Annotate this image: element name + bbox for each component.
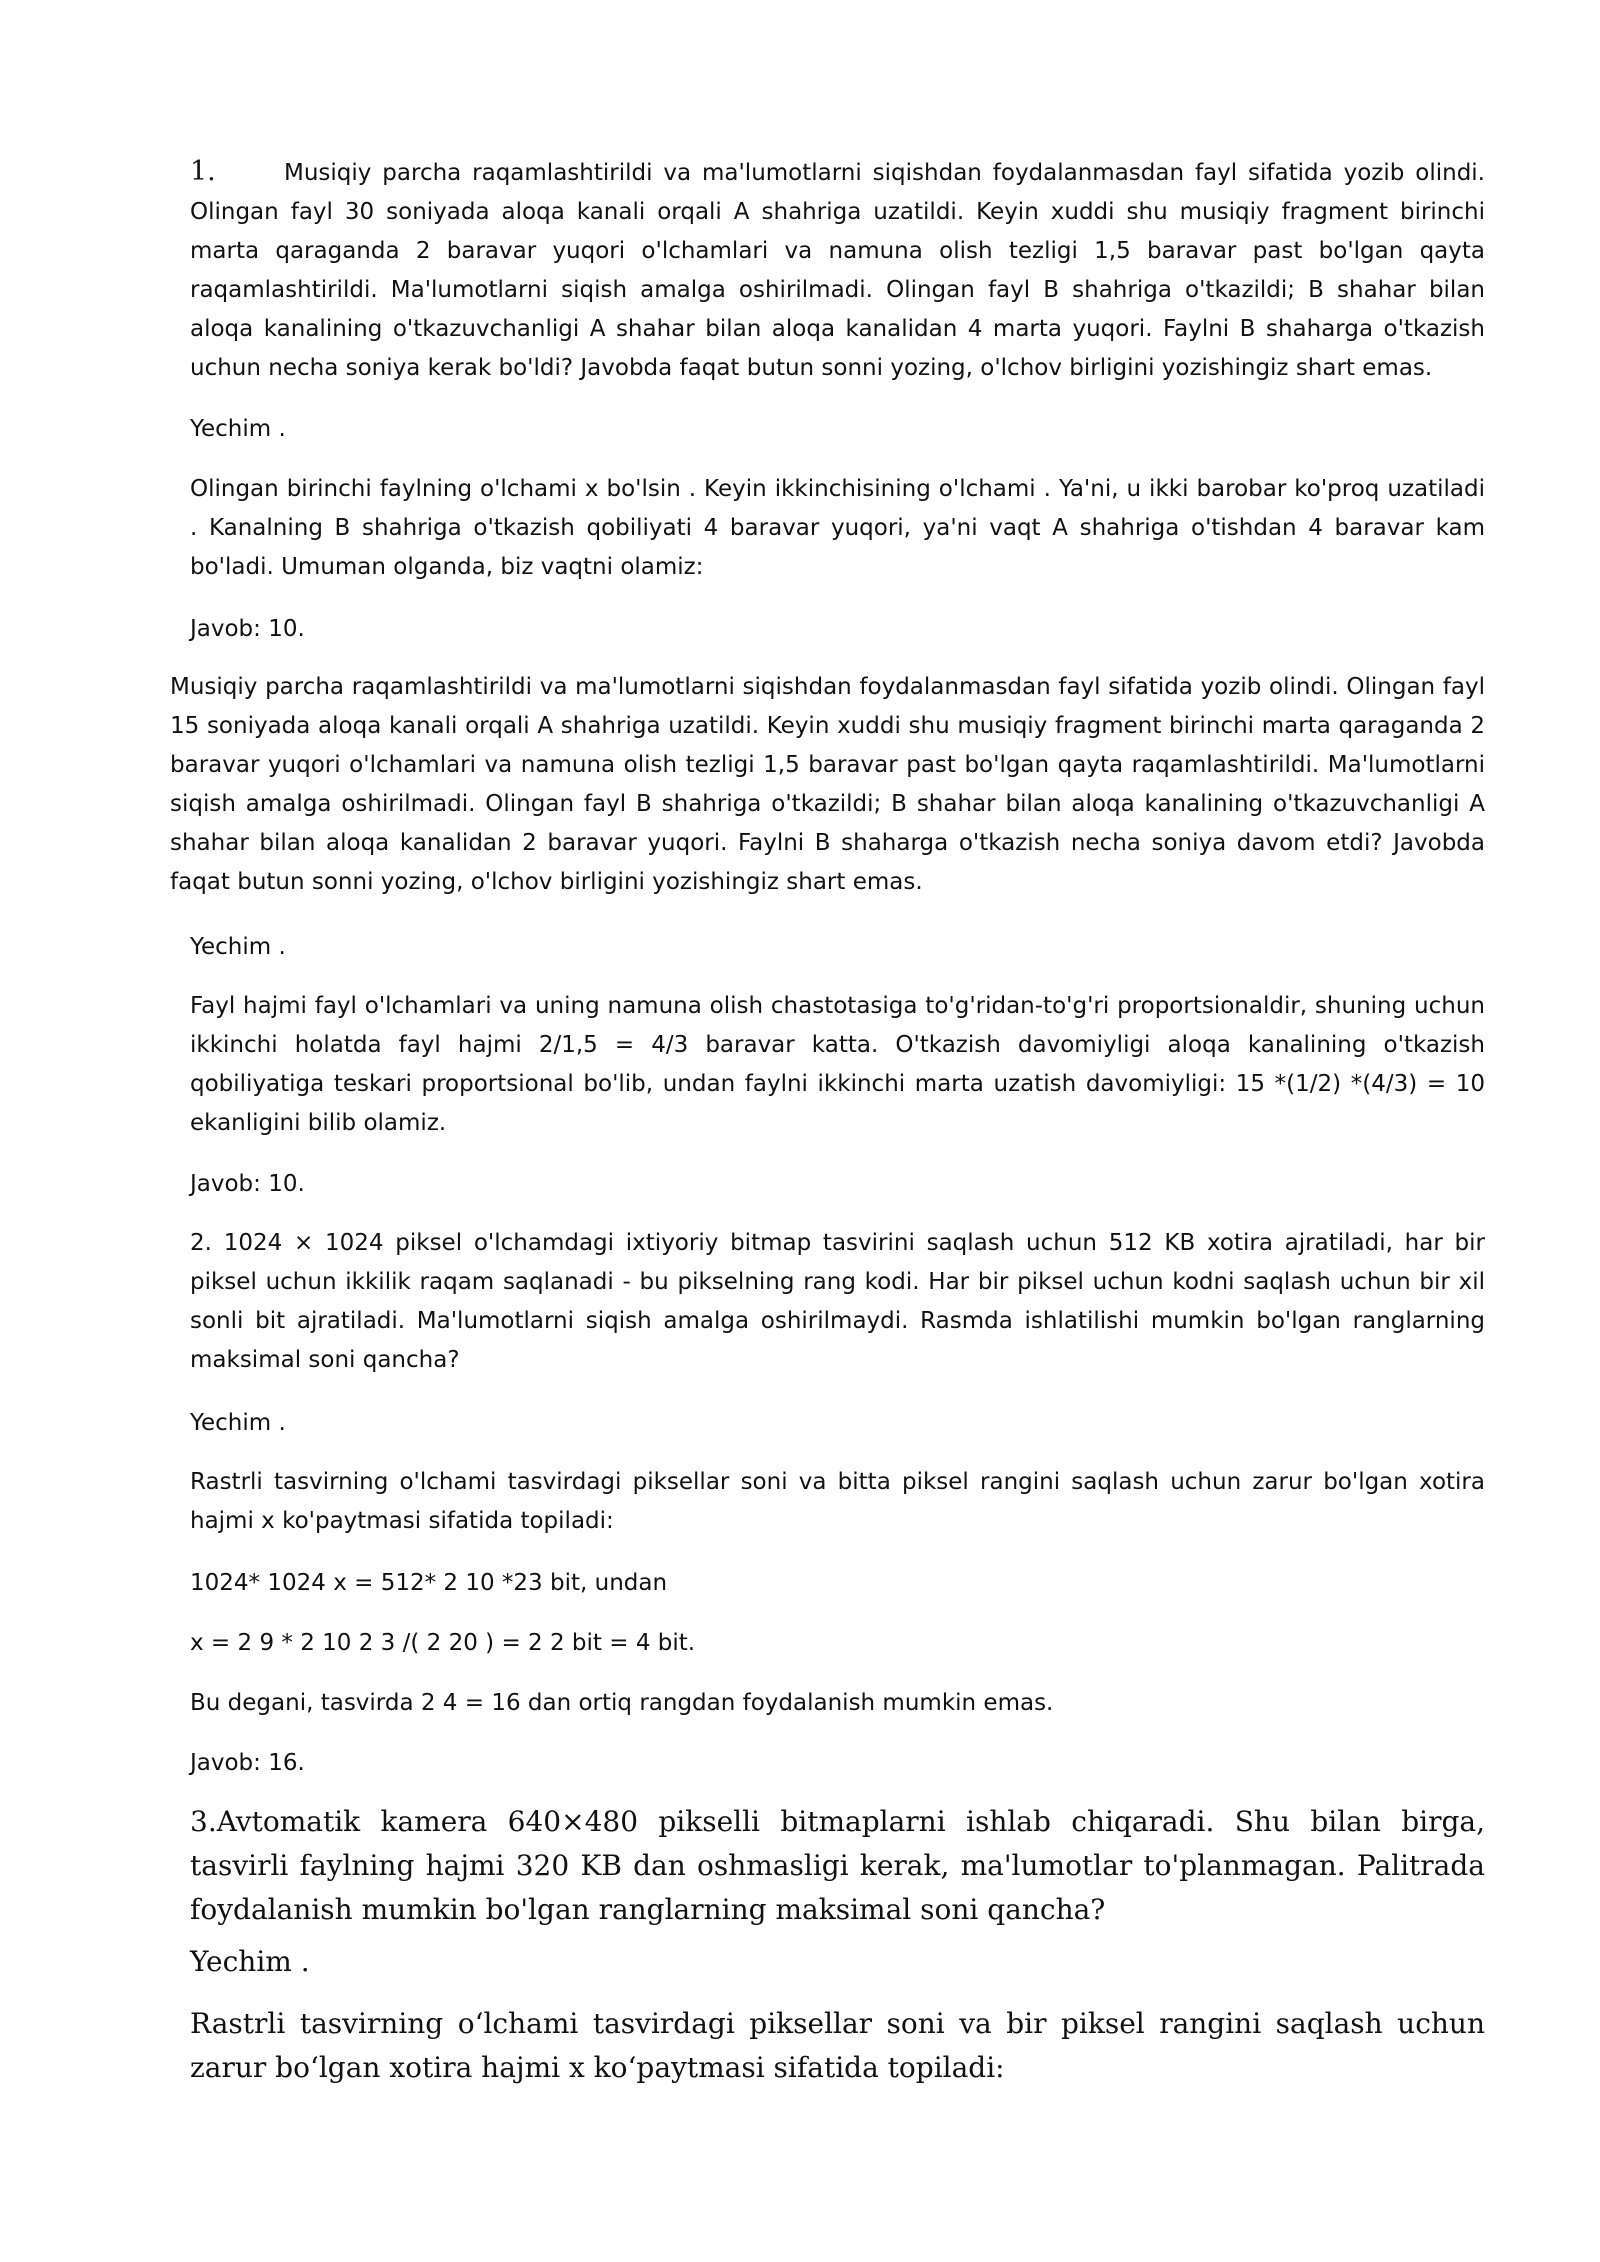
problem-2-equation-1: 1024* 1024 x = 512* 2 10 *23 bit, undan (190, 1570, 668, 1596)
problem-1b-answer: Javob: 10. (190, 1171, 305, 1197)
problem-3-solution-label: Yechim . (190, 1945, 310, 1978)
problem-2-equation-2: x = 2 9 * 2 10 2 3 /( 2 20 ) = 2 2 bit = 4 bit. (190, 1630, 696, 1656)
problem-1-number: 1. (190, 156, 216, 187)
problem-1b-solution: Fayl hajmi fayl o'lchamlari va uning namuna olish chastotasiga to'g'ridan-to'g'ri proportsionaldir, shuning uchun ikkinchi holatda fayl hajmi 2/1,5 = 4/3 baravar katta. O'tkazish davomiyligi aloqa kanalining o'tkazish qobiliyatiga teskari proportsional bo'lib, undan faylni ikkinchi marta uzatish davomiyligi: 15 *(1/2) *(4/3) = 10 ekanligini bilib olamiz. (190, 993, 1485, 1136)
problem-1-answer: Javob: 10. (190, 616, 305, 642)
problem-1-text (190, 152, 1485, 388)
problem-3-solution: Rastrli tasvirning o‘lchami tasvirdagi piksellar soni va bir piksel rangini saqlash uchun zarur bo‘lgan xotira hajmi x ko‘paytmasi sifatida topiladi: (190, 2007, 1485, 2084)
problem-2-text: 2. 1024 × 1024 piksel o'lchamdagi ixtiyoriy bitmap tasvirini saqlash uchun 512 KB xotira ajratiladi, har bir piksel uchun ikkilik raqam saqlanadi - bu pikselning rang kodi. Har bir piksel uchun kodni saqlash uchun bir xil sonli bit ajratiladi. Ma'lumotlarni siqish amalga oshirilmaydi. Rasmda ishlatilishi mumkin bo'lgan ranglarning maksimal soni qancha? (190, 1230, 1485, 1373)
problem-1-body: Musiqiy parcha raqamlashtirildi va ma'lumotlarni siqishdan foydalanmasdan fayl sifatida yozib olindi. Olingan fayl 30 soniyada aloqa kanali orqali A shahriga uzatildi. Keyin xuddi shu musiqiy fragment birinchi marta qaraganda 2 baravar yuqori o'lchamlari va namuna olish tezligi 1,5 baravar past bo'lgan qayta raqamlashtirildi. Ma'lumotlarni siqish amalga oshirilmadi. Olingan fayl B shahriga o'tkazildi; B shahar bilan aloqa kanalining o'tkazuvchanligi A shahar bilan aloqa kanalidan 4 marta yuqori. Faylni B shaharga o'tkazish uchun necha soniya kerak bo'ldi? Javobda faqat butun sonni yozing, o'lchov birligini yozishingiz shart emas. (190, 160, 1485, 381)
problem-2-solution: Rastrli tasvirning o'lchami tasvirdagi piksellar soni va bitta piksel rangini saqlash uchun zarur bo'lgan xotira hajmi x ko'paytmasi sifatida topiladi: (190, 1469, 1485, 1534)
problem-2-conclusion: Bu degani, tasvirda 2 4 = 16 dan ortiq rangdan foydalanish mumkin emas. (190, 1690, 1054, 1716)
problem-1b-text: Musiqiy parcha raqamlashtirildi va ma'lumotlarni siqishdan foydalanmasdan fayl sifatida yozib olindi. Olingan fayl 15 soniyada aloqa kanali orqali A shahriga uzatildi. Keyin xuddi shu musiqiy fragment birinchi marta qaraganda 2 baravar yuqori o'lchamlari va namuna olish tezligi 1,5 baravar past bo'lgan qayta raqamlashtirildi. Ma'lumotlarni siqish amalga oshirilmadi. Olingan fayl B shahriga o'tkazildi; B shahar bilan aloqa kanalining o'tkazuvchanligi A shahar bilan aloqa kanalidan 2 baravar yuqori. Faylni B shaharga o'tkazish necha soniya davom etdi? Javobda faqat butun sonni yozing, o'lchov birligini yozishingiz shart emas. (170, 674, 1485, 895)
problem-2-answer: Javob: 16. (190, 1750, 305, 1776)
problem-2-solution-label: Yechim . (190, 1410, 286, 1436)
problem-3-text: 3.Avtomatik kamera 640×480 pikselli bitmaplarni ishlab chiqaradi. Shu bilan birga, tasvirli faylning hajmi 320 KB dan oshmasligi kerak, ma'lumotlar to'planmagan. Palitrada foydalanish mumkin bo'lgan ranglarning maksimal soni qancha? (190, 1805, 1485, 1926)
problem-1b-solution-label: Yechim . (190, 934, 286, 960)
problem-1-solution: Olingan birinchi faylning o'lchami x bo'lsin . Keyin ikkinchisining o'lchami . Ya'ni, u ikki barobar ko'proq uzatiladi . Kanalning B shahriga o'tkazish qobiliyati 4 baravar yuqori, ya'ni vaqt A shahriga o'tishdan 4 baravar kam bo'ladi. Umuman olganda, biz vaqtni olamiz: (190, 476, 1485, 580)
problem-1-solution-label: Yechim . (190, 416, 286, 442)
